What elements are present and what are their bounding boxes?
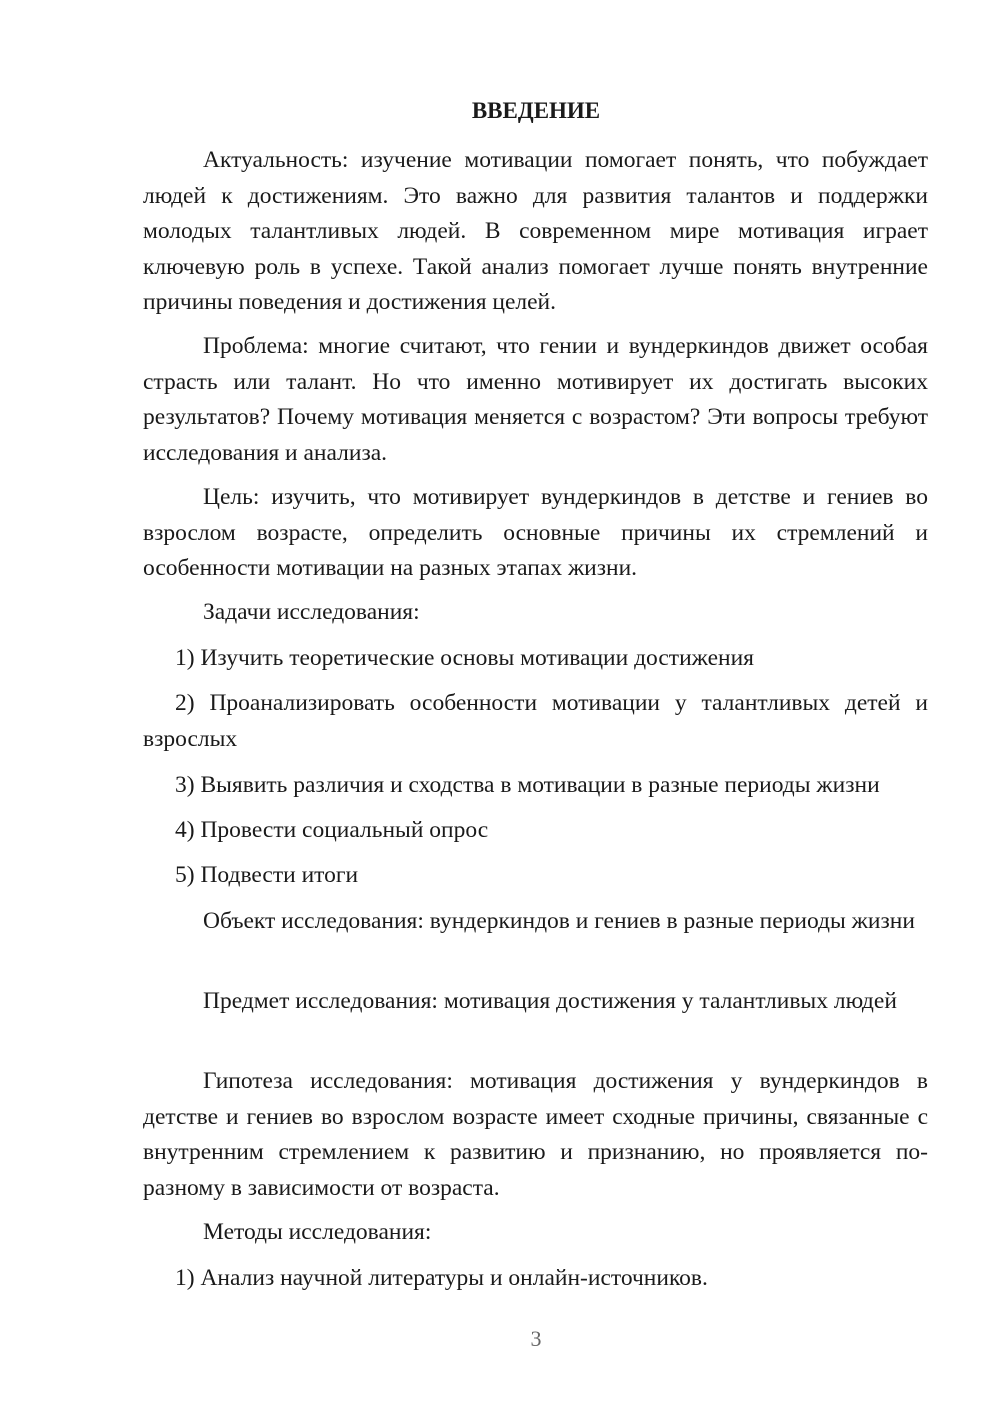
paragraph-object: Объект исследования: вундеркиндов и гениев в разные периоды жизни — [203, 908, 915, 934]
list-item: 4) Провести социальный опрос — [175, 817, 489, 843]
list-item: 1) Изучить теоретические основы мотивации достижения — [175, 645, 754, 671]
paragraph-subject: Предмет исследования: мотивация достижения у талантливых людей — [203, 988, 897, 1014]
paragraph-methods-heading: Методы исследования: — [203, 1219, 432, 1245]
paragraph-relevance: Актуальность: изучение мотивации помогает понять, что побуждает людей к достижениям. Это важно для развития талантов и поддержки молодых талантливых людей. В современном мире мотивация играет ключевую роль в успехе. Такой анализ помогает лучше понять внутренние причины поведения и достижения целей. — [143, 147, 928, 315]
list-item: 5) Подвести итоги — [175, 862, 359, 888]
section-title: ВВЕДЕНИЕ — [471, 98, 601, 123]
paragraph-hypothesis: Гипотеза исследования: мотивация достижения у вундеркиндов в детстве и гениев во взрослом возрасте имеет сходные причины, связанные с внутренним стремлением к развитию и признанию, но проявляется по-разному в зависимости от возраста. — [143, 1068, 928, 1201]
list-item: 3) Выявить различия и сходства в мотивации в разные периоды жизни — [175, 772, 880, 798]
paragraph-tasks-heading: Задачи исследования: — [203, 599, 420, 625]
list-item: 2) Проанализировать особенности мотивации у талантливых детей и взрослых — [143, 690, 928, 752]
paragraph-goal: Цель: изучить, что мотивирует вундеркиндов в детстве и гениев во взрослом возрасте, определить основные причины их стремлений и особенности мотивации на разных этапах жизни. — [143, 484, 928, 581]
page-number: 3 — [530, 1326, 542, 1351]
paragraph-problem: Проблема: многие считают, что гении и вундеркиндов движет особая страсть или талант. Но что именно мотивирует их достигать высоких результатов? Почему мотивация меняется с возрастом? Эти вопросы требуют исследования и анализа. — [143, 333, 928, 466]
list-item: 1) Анализ научной литературы и онлайн-источников. — [175, 1265, 708, 1291]
